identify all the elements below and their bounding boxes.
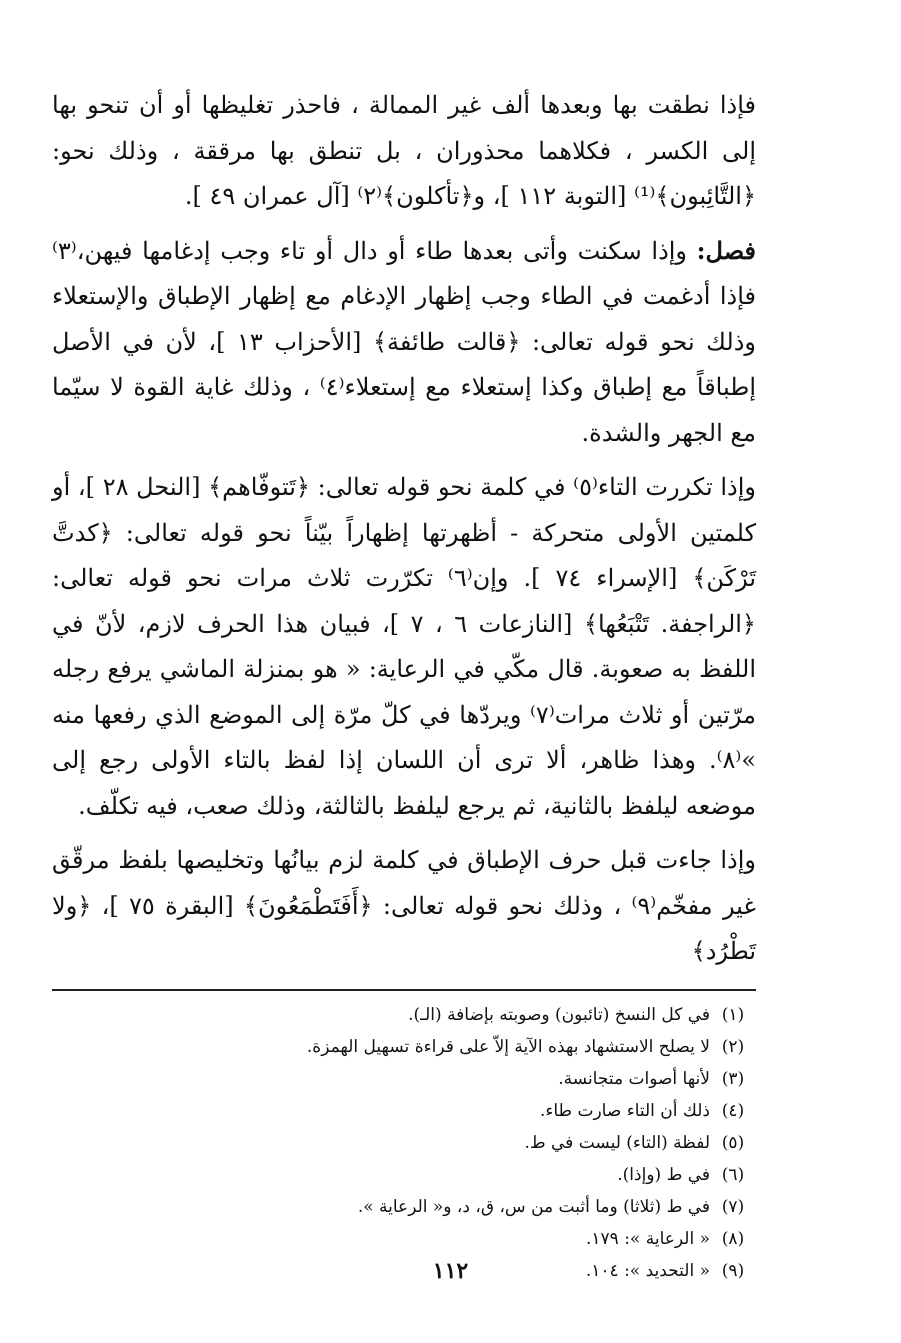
paragraph-lead: فصل:	[696, 235, 756, 265]
paragraph-3	[52, 464, 756, 829]
footnote-number: (٣)	[721, 1068, 745, 1089]
footnote-number: (٧)	[721, 1196, 745, 1217]
footnotes-list	[52, 999, 756, 1287]
footnote-text: ذلك أن التاء صارت طاء.	[539, 1100, 710, 1121]
page-number: ١١٢	[432, 1258, 469, 1284]
footnote-number: (٤)	[721, 1100, 745, 1121]
footnote-text: « التحديد »: ١٠٤.	[585, 1260, 710, 1281]
footnote-text: لأنها أصوات متجانسة.	[558, 1068, 710, 1089]
footnote-item	[52, 1127, 756, 1159]
footnote-number: (٩)	[721, 1260, 745, 1281]
paragraph-text: وإذا سكنت وأتى بعدها طاء أو دال أو تاء وجب إدغامها فيهن،⁽٣⁾ فإذا أدغمت في الطاء وجب إظهار الإدغام مع إظهار الإطباق والإستعلاء وذلك نحو قوله تعالى: ﴿قالت طائفة﴾ [الأحزاب ١٣ ]، لأن في الأصل إطباقاً مع إطباق وكذا إستعلاء مع إستعلاء⁽٤⁾ ، وذلك غاية القوة لا سيّما مع الجهر والشدة.	[52, 236, 757, 447]
footnote-text: في ط (ثلاثا) وما أثبت من س، ق، د، و« الرعاية ».	[357, 1196, 710, 1217]
footnote-item	[52, 999, 756, 1031]
paragraph-1	[52, 82, 756, 220]
footnote-text: « الرعاية »: ١٧٩.	[585, 1228, 710, 1249]
footnote-item	[52, 1191, 756, 1223]
paragraph-2	[52, 228, 756, 457]
footnote-text: لا يصلح الاستشهاد بهذه الآية إلاّ على قراءة تسهيل الهمزة.	[306, 1036, 710, 1057]
paragraph-text: وإذا تكررت التاء⁽٥⁾ في كلمة نحو قوله تعالى: ﴿تَتوفّاهم﴾ [النحل ٢٨ ]، أو كلمتين الأولى متحركة - أظهرتها إظهاراً بيّناً نحو قوله تعالى: ﴿كدتَّ تَرْكَن﴾ [الإسراء ٧٤ ]. وإن⁽٦⁾ تكرّرت ثلاث مرات نحو قوله تعالى: ﴿الراجفة. تَتْبَعُها﴾ [النازعات ٦ ، ٧ ]، فبيان هذا الحرف لازم، لأنّ في اللفظ به صعوبة. قال مكّي في الرعاية: « هو بمنزلة الماشي يرفع رجله مرّتين أو ثلاث مرات⁽٧⁾ ويردّها في كلّ مرّة إلى الموضع الذي رفعها منه »⁽٨⁾. وهذا ظاهر، ألا ترى أن اللسان إذا لفظ بالتاء الأولى رجع إلى موضعه ليلفظ بالثانية، ثم يرجع ليلفظ بالثالثة، وذلك صعب، فيه تكلّف.	[52, 473, 756, 820]
footnote-divider	[52, 989, 756, 991]
footnote-text: في ط (وإذا).	[617, 1164, 710, 1185]
footnote-number: (١)	[721, 1004, 745, 1025]
footnote-item	[52, 1095, 756, 1127]
footnote-number: (٥)	[721, 1132, 745, 1153]
footnote-item	[52, 1031, 756, 1063]
footnote-number: (٨)	[721, 1228, 745, 1249]
paragraph-4	[52, 837, 756, 975]
footnote-text: لفظة (التاء) ليست في ط.	[524, 1132, 710, 1153]
page-body	[52, 82, 756, 1287]
paragraph-text: وإذا جاءت قبل حرف الإطباق في كلمة لزم بيانُها وتخليصها بلفظ مرقّق غير مفخّم⁽٩⁾ ، وذلك نحو قوله تعالى: ﴿أَفَتَطْمَعُونَ﴾ [البقرة ٧٥ ]، ﴿ولا تَطْرُد﴾	[52, 846, 756, 965]
paragraph-text: فإذا نطقت بها وبعدها ألف غير الممالة ، فاحذر تغليظها أو أن تنحو بها إلى الكسر ، فكلاهما محذوران ، بل تنطق بها مرققة ، وذلك نحو: ﴿التَّائِبون﴾⁽¹⁾ [التوبة ١١٢ ]، و﴿تأكلون﴾⁽٢⁾ [آل عمران ٤٩ ].	[52, 91, 756, 210]
footnote-number: (٢)	[721, 1036, 745, 1057]
footnote-item	[52, 1223, 756, 1255]
footnote-item	[52, 1063, 756, 1095]
footnote-text: في كل النسخ (تائبون) وصوبته بإضافة (الـ).	[408, 1004, 710, 1025]
footnote-number: (٦)	[721, 1164, 745, 1185]
footnote-item	[52, 1159, 756, 1191]
